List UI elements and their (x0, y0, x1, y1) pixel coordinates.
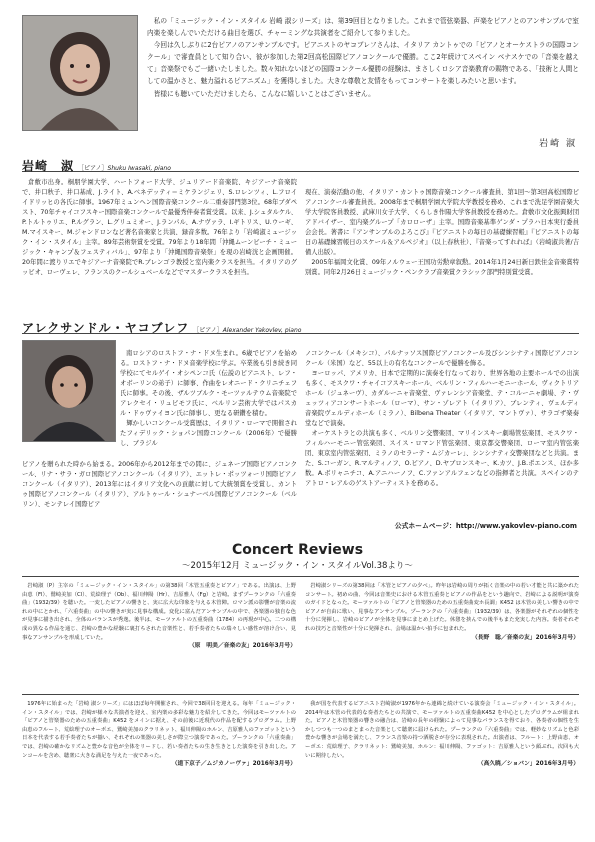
review-3-text: 1976年に始まった「岩崎 淑シリーズ」にはほぼ毎年開催され、今回で38回目を迎える。毎年「ミュージック・イン・スタイル」では、岩崎が様々な共演者を迎え、室内楽の多彩な魅力を紹介してきた。今回はモーツァルトの「ピアノと管楽器のための五重奏曲」K452 をメインに据え、その前後に近現代の作品を配するプログラム。上野由恵のフルート、荒絵理子のオーボエ、鷲崎美加のクラリネット、福川伸陽のホルン、吉原雅人のファゴットという日本を代表する若手奏者たちが揃い、それぞれの楽器の美しさが際立つ演奏であった。プーランクの「六重奏曲」では、岩崎の確かなリズムと豊かな音色が全体をリードし、若い奏者たちの生き生きとした演奏を引き出した。アンコールを含め、聴衆に大きな満足を与えた一夜であった。 (22, 701, 296, 759)
review-2-text: 岩崎淑シリーズの第38回は「木管とピアノの夕べ」。昨年は岩崎の周りが拓く音楽の中の若い才能と共に築かれたコンサート。初めの曲、今回は音楽史における木管五重奏とピアノの作品をという趣向で、岩崎による説明が演奏のガイドとなった。モーツァルトの「ピアノと管楽器のための五重奏曲変ホ長調」K452 は木管の美しい響きの中でピアノが自由に歌い、見事なアンサンブル。プーランクの「六重奏曲」（1932/39）は、各楽器がそれぞれの個性を十分に発揮し、岩崎のピアノが全体を見事にまとめ上げた。休憩を挟んでの後半もまた充実した内容。奏者それぞれの技巧と音楽性が十分に発揮され、会場は温かい拍手に包まれた。 (305, 583, 579, 632)
homepage-link[interactable]: http://www.yakovlev-piano.com (455, 522, 577, 530)
yakovlev-bio-left-bottom (22, 460, 297, 510)
iwasaki-name: 岩崎 淑 (22, 159, 75, 173)
review-2-credit: （長野 聡／音楽の友」2016年3月号） (471, 634, 579, 641)
yakovlev-bio-left-bottom-text: ピアノを贈られた時から始まる。2006年から2012年までの間に、ジュネーブ国際ピアノコンクール、リナ・サラ・ガロ国際ピアノコンクール（イタリア）、エットレ・ポッツォーリ国際ピアノコンクール（イタリア）、2013年にはイタリア文化への貢献に対して大統領賞を受賞し、カントゥ国際ピアノコンクール（イタリア）、アルトゥール・シュナーベル国際ピアノコンクール（ベルリン）、モンテレイ国際ピア (22, 461, 297, 508)
intro-paragraph-2: 今回は久しぶりに2台ピアノのアンサンブルです。ピアニストのヤコブレフさんは、イタリア カントゥでの「ピアノとオーケストラの国際コンクール」で審査員として知り合い、彼が参加した第2回高松国際ピアノコンクールで優勝。ここ2年続けてスペイン ベナスケでの「音楽を越えて」音楽祭でもご一緒いたしました。数々知れないほどの国際コンクール優勝の経験は、まさしくロシア音楽教育の賜物である、「技術と人間としての温かさと、魅力溢れるピアニズム」を獲得しました。大きな尊敬と友情をもってコンサートを楽しみたいと思います。 (147, 41, 579, 86)
review-3-credit: （道下京子／ムジカノーヴァ」2016年3月号） (171, 761, 296, 768)
yakovlev-bio-right (305, 339, 579, 499)
review-1-credit: （原 明美／音楽の友」2016年3月号） (188, 643, 296, 650)
intro-paragraph-3: 皆様にも聴いていただけましたら、こんなに嬉しいことはございません。 (153, 89, 375, 98)
yakovlev-name-header (22, 317, 579, 334)
yakovlev-portrait-photo (22, 340, 116, 442)
review-2 (305, 582, 579, 642)
concert-reviews-subtitle: 〜2015年12月 ミュージック・イン・スタイルVol.38より〜 (182, 561, 413, 571)
concert-reviews-title: Concert Reviews (231, 542, 364, 558)
divider-top (22, 576, 579, 577)
review-4-text: 我が国を代表するピアニスト岩崎淑が1976年から連綿と続けている演奏会「ミュージック・イン・スタイル」。2014年は木管の代表的な奏者たちとの共演で、モーツァルトの五重奏曲K452 を中心としたプログラムが組まれた。ピアノと木管楽器の響きの融合は、岩崎の長年の経験によって見事なバランスを得ており、各奏者の個性を生かしつつも一つのまとまった音楽として聴衆に届けられた。プーランクの「六重奏曲」では、軽妙なリズムと色彩豊かな響きが会場を満たし、フランス音楽の持つ洒脱さが存分に表現された。出演者は、フルート：上野由恵、オーボエ：荒絵理子、クラリネット：鷲崎美加、ホルン：福川伸陽、ファゴット：吉原雅人という顔ぶれ。次回も大いに期待したい。 (305, 701, 579, 759)
review-1-text: 岩崎淑（P）主宰の「ミュージック・イン・スタイル」の第38回「木管五重奏とピアノ」である。出演は、上野由恵（Fl）、鷲崎美加（Cl）、荒絵理子（Ob）、福川伸陽（Hr）、吉原雅人（Fg）と岩崎。まずプーランクの「六重奏曲」（1932/39）を聴いた。一変したピアノの響きと、実に広大な印象を与える木管陣。ロマン派の影響が音楽の流れの中にとかれ、「六重奏曲」の中の響きが実に見事な構成。変化に富んだアンサンブルの中で、各楽器の独自な色が見事に描き出され、全体のバランスが秀逸。後半は、モーツァルトの五重奏曲（1784）の再現が中心。二つの構成の異なる作品を通じ、岩崎の豊かな経験に裏打ちされた音楽性と、若手奏者たちの瑞々しい感性が溶け合い、見事なアンサンブルを形成していた。 (22, 583, 296, 641)
yakovlev-bio-right-text: ノコンクール（メキシコ）、パルナッソス国際ピアノコンクール及びシンシナティ国際ピアノコンクール（米国）など、55以上の有名なコンクールで優勝を飾る。 ヨーロッパ、アメリカ、日本で定期的に演奏を行なっており、世界各地の主要ホールでの出演も多く、モスクワ・チャイコフスキーホール、ベルリン・フィルハーモニーホール、ヴィクトリアホール（ジュネーヴ）、カダルーニャ音楽堂、ヴァレンシア音楽堂、テ・コルーニャ劇場、テ・ヴェッツィアコンサートホール（ローマ）、サン・ゾレアト（イタリア）、ブレンティ、ヴェルディ音楽院ヴェルディホール（ミラノ）、Bilbena Theater（イタリア、マントヴァ）、サラゴザ楽奏堂などで演奏。 オーケストラとの共演も多く、ベルリン交響楽団、マリインスキー劇場管弦楽団、モスクワ・フィルハーモニー管弦楽団、スイス・ロマンド管弦楽団、東京都交響楽団、ローマ室内管弦楽団、東京室内管弦楽団、ミラノのセラーテ・ムジカーレ」、シンシナティ交響楽団などと共演。また、S.コーガン、R.マルティノフ、O.ピアノ、D.ヤブロンスキー、K.カツ、J.B.ポエンス、ほか多数。A.ボリャニチコ、A.アニハーノフ、C.ファンアルフェンなどの指揮者と共演。スペインのテアトロ・レアルのゲストアーティストを務める。 (305, 350, 579, 487)
iwasaki-english-name: Shuku Iwasaki, piano (107, 165, 171, 172)
review-3 (22, 700, 296, 769)
iwasaki-bio-right-text: 現在、演奏活動の他、イタリア・カントゥ国際音楽コンクール審査員、第1回〜第3回高松国際ピアノコンクール審査員長。2008年まで桐朋学園大学院大学教授を務め、これまで洗足学園音楽大学大学院客員教授、武庫川女子大学、くらしき作陽大学客員教授を務めた。倉敷市文化振興財団アドバイザー、室内楽グループ「カロローザ」主宰。国際音楽基準ゲンダ・プラハ日本実行委員会会長。著書に『アンサンブルのよろこび』『ピアニストの毎日の基礎練習帳』『ピアニストの毎日の基礎練習帳日のスケール＆アルペジオ』（以上春秋社）、『音楽ってすれれば』（岩崎淑共著/吉備人出版）。 2005年福岡文化賞、09年ノルウェー王国功労勲章叙勲。2014年1月24日新日鉄住金音楽賞特別賞。同年2月26日ミュージック・ペンクラブ音楽賞クラシック部門特別賞受賞。 (305, 189, 579, 276)
iwasaki-bio-left (22, 178, 297, 278)
review-4-credit: （高久暁／ショパン」2016年3月号） (477, 761, 579, 768)
concert-reviews-header (0, 542, 595, 571)
yakovlev-bio-left-top-text: 南ロシアのロストフ・ナ・ドヌ生まれ。6歳でピアノを始める。ロストフ・ナ・ドヌ音楽学校に学ぶ。卒業後も引き続き同学校にてセルゲイ・オシペンコ氏（伝説のピアニスト、レフ・オボーリンの弟子）に師事、作曲をレオニード・クリニチェフ氏に師事。その後、ザルツブルク・モーツァルテウム音楽院でアレクセイ・リュビモフ氏に、ベルリン芸術大学ではパスカル・ドゥヴァイヨン氏に師事し、更なる研鑽を積む。 輝かしいコンクール受賞歴は、イタリア・ローマで開催されたフィデリック・ショパン国際コンクール（2006年）で優勝し、ブラジル (120, 350, 297, 447)
homepage-label: 公式ホームページ (394, 522, 450, 530)
review-1 (22, 582, 296, 651)
yakovlev-homepage: 公式ホームページ：http://www.yakovlev-piano.com (394, 522, 577, 530)
iwasaki-role: ［ピアノ］ (78, 165, 108, 172)
yakovlev-english-name: Alexander Yakovlev, piano (222, 327, 302, 334)
intro-text (147, 15, 579, 100)
iwasaki-portrait-photo (22, 15, 138, 131)
iwasaki-name-header (22, 155, 579, 172)
intro-signature: 岩崎 淑 (539, 139, 577, 149)
yakovlev-role: ［ピアノ］ (193, 327, 223, 334)
portrait-image (23, 16, 137, 130)
iwasaki-bio-left-text: 倉敷市出身。桐朋学園大学、ハートフォード大学、ジュリアード音楽院、キジアーナ音楽院で、井口秋子、井口基成、J.ライト、A.ベネデッティ＝ミケランジェリ、S.ロレンツィ、L.フロイイドリッヒの各氏に師事。1967年ミュンヘン国際音楽コンクール二重奏部門第3位。68年ブダペスト、70年チャイコフスキー国際音楽コンクールで最優秀伴奏者賞受賞。以来、J.シュタルケル、P.トルトゥリエ、P.ルグラン、L.グリュミオー、J.ランパル、A.ナヴァラ、I.ギトリス、U.ウーギ、M.マイスキー、M.ジャンドロンなど著名音楽家と共演、録音多数。76年より「岩崎淑ミュージック・イン・スタイル」主宰。89年芸術祭賞を受賞。79年より18年間「沖縄ムーンビーチ・ミュージック・キャンプ＆フェスティバル」、97年より「沖縄国際音楽祭」を現の岩崎洸と企画開催。20年間に渡りリエでキジアーナ音楽院でR.ブレンゴラ教授と室内楽クラスを担当。イタリアのグッビオ、ローヴェレ、フランスのクールシュベールなどでマスタークラスを担当。 (22, 179, 297, 276)
yakovlev-bio-left-top (120, 339, 297, 459)
review-4 (305, 700, 579, 769)
portrait-image (23, 341, 115, 441)
divider-middle (22, 694, 579, 695)
iwasaki-bio-right (305, 178, 579, 288)
intro-paragraph-1: 私の「ミュージック・イン・スタイル 岩崎 淑シリーズ」は、第39回目となりました。これまで管弦楽器、声楽をピアノとのアンサンブルで室内楽を楽しんでいただける曲目を選び、チャーミングな共演者をご紹介して参りました。 (147, 17, 579, 38)
yakovlev-name: アレクサンドル・ヤコブレフ (22, 321, 190, 335)
